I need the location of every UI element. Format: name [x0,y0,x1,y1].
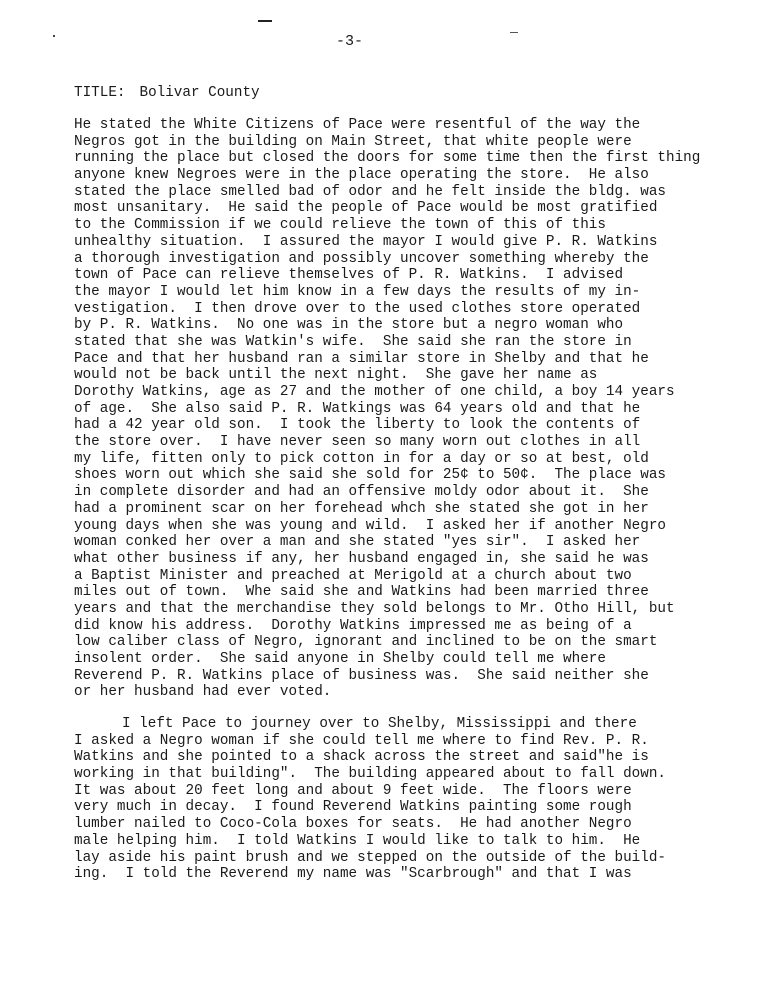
text-line: lay aside his paint brush and we stepped on the outside of the build- [74,849,666,866]
page-speck [510,32,518,33]
text-line: unhealthy situation. I assured the mayor I would give P. R. Watkins [74,233,658,250]
text-line: had a 42 year old son. I took the liberty to look the contents of [74,417,641,434]
text-line: I left Pace to journey over to Shelby, Mississippi and there [122,716,637,732]
text-line: the mayor I would let him know in a few days the results of my in- [74,283,641,300]
text-line: He stated the White Citizens of Pace were resentful of the way the [74,117,641,133]
document-title [74,85,260,101]
text-line: shoes worn out which she said she sold for 25¢ to 50¢. The place was [74,467,666,484]
text-line: Reverend P. R. Watkins place of business was. She said neither she [74,667,649,684]
text-line: ing. I told the Reverend my name was "Scarbrough" and that I was [74,866,632,883]
page-speck [53,35,55,37]
text-line: in complete disorder and had an offensive moldy odor about it. She [74,484,649,501]
text-line: vestigation. I then drove over to the used clothes store operated [74,300,641,317]
text-line: Negros got in the building on Main Street, that white people were [74,133,632,150]
text-line: to the Commission if we could relieve the town of this of this [74,217,606,234]
paragraph-1 [74,117,700,701]
text-line: woman conked her over a man and she stated "yes sir". I asked her [74,534,641,551]
text-line: It was about 20 feet long and about 9 feet wide. The floors were [74,782,632,799]
text-line: would not be back until the next night. She gave her name as [74,367,598,384]
text-line: what other business if any, her husband engaged in, she said he was [74,550,649,567]
page-mark [258,20,272,22]
text-line: low caliber class of Negro, ignorant and inclined to be on the smart [74,634,658,651]
title-value: Bolivar County [139,85,260,101]
text-line: by P. R. Watkins. No one was in the store but a negro woman who [74,317,624,334]
text-line: of age. She also said P. R. Watkings was 64 years old and that he [74,400,641,417]
text-line: Dorothy Watkins, age as 27 and the mother of one child, a boy 14 years [74,384,675,400]
text-line: stated that she was Watkin's wife. She said she ran the store in [74,333,632,350]
text-line: I asked a Negro woman if she could tell me where to find Rev. P. R. [74,732,649,749]
text-line: my life, fitten only to pick cotton in for a day or so at best, old [74,450,649,467]
paragraph-2 [74,716,666,883]
text-line: running the place but closed the doors for some time then the first thing [74,150,701,167]
text-line: stated the place smelled bad of odor and he felt inside the bldg. was [74,183,666,200]
page-number: -3- [336,33,364,50]
text-line: had a prominent scar on her forehead whch she stated she got in her [74,500,649,517]
text-line: Watkins and she pointed to a shack across the street and said"he is [74,749,649,766]
title-label: TITLE: [74,85,126,101]
text-line: a thorough investigation and possibly uncover something whereby the [74,250,649,267]
text-line: male helping him. I told Watkins I would like to talk to him. He [74,832,641,849]
text-line: Pace and that her husband ran a similar store in Shelby and that he [74,350,649,367]
text-line: most unsanitary. He said the people of Pace would be most gratified [74,200,658,217]
text-line: town of Pace can relieve themselves of P. R. Watkins. I advised [74,267,624,284]
text-line: did know his address. Dorothy Watkins impressed me as being of a [74,617,632,634]
text-line: very much in decay. I found Reverend Watkins painting some rough [74,799,632,816]
text-line: years and that the merchandise they sold belongs to Mr. Otho Hill, but [74,600,675,617]
text-line: or her husband had ever voted. [74,684,332,701]
text-line: miles out of town. Whe said she and Watkins had been married three [74,584,649,601]
text-line: a Baptist Minister and preached at Merigold at a church about two [74,567,632,584]
text-line: young days when she was young and wild. I asked her if another Negro [74,517,666,534]
text-line: lumber nailed to Coco-Cola boxes for seats. He had another Negro [74,816,632,833]
text-line: the store over. I have never seen so many worn out clothes in all [74,434,641,451]
text-line: working in that building". The building appeared about to fall down. [74,766,666,783]
text-line: anyone knew Negroes were in the place operating the store. He also [74,167,649,184]
text-line: insolent order. She said anyone in Shelby could tell me where [74,651,606,667]
